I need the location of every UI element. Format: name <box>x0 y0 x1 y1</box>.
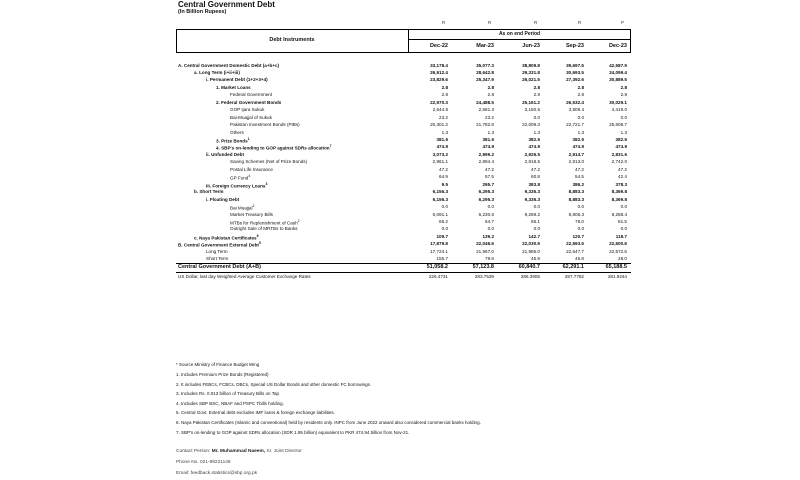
table-row <box>176 188 631 195</box>
row-label-text: a. Long Term (i+ii+iii) <box>194 69 240 75</box>
table-cell: 23,829.6 <box>430 77 448 83</box>
table-cell: 60.8 <box>531 174 540 180</box>
table-cell: 45.9 <box>531 256 540 262</box>
table-cell: 8,288.4 <box>611 211 627 217</box>
table-cell: 2,926.5 <box>524 151 540 157</box>
table-cell: 2,681.3 <box>478 107 494 113</box>
row-label <box>230 129 244 136</box>
row-label-text: Saving Schemes (Net of Prize Bonds) <box>230 159 308 165</box>
table-row <box>176 121 631 128</box>
row-label-text: Postal Life Insurance <box>230 166 273 172</box>
table-cell: 4,419.0 <box>611 107 627 113</box>
table-cell: 54.5 <box>575 174 584 180</box>
table-cell: 51,058.2 <box>426 264 448 271</box>
table-row <box>176 129 631 136</box>
table-cell: 28.0 <box>618 256 627 262</box>
table-row <box>176 151 631 158</box>
status-flag: R <box>442 20 446 25</box>
contact-name: Mr. Muhammad Naeem, <box>211 449 266 454</box>
row-label-text: i. Floating Debt <box>206 196 240 202</box>
footnote-ref: 4 <box>248 174 251 179</box>
table-cell: 8,883.3 <box>568 189 584 195</box>
row-label-text: Long Term <box>206 248 228 254</box>
row-label <box>194 69 240 76</box>
table-cell: 33,178.4 <box>430 62 448 68</box>
table-cell: 42.4 <box>618 174 627 180</box>
row-label-text: B. Central Government External Debt <box>178 242 259 248</box>
table-cell: 1.3 <box>533 129 540 135</box>
footnote: 4. Includes SBP BSC, NBAF and PSPC Tbills holding. <box>176 400 284 406</box>
table-cell: 2.8 <box>620 92 627 98</box>
contact-email[interactable]: Email: feedback.statistics@sbp.org.pk <box>176 471 258 476</box>
table-cell: 8,883.3 <box>568 196 584 202</box>
table-cell: 34,099.4 <box>609 69 627 75</box>
table-row <box>176 158 631 165</box>
table-cell: 118.7 <box>615 233 627 239</box>
row-label-text: 2. Federal Government Bonds <box>216 99 282 105</box>
table-cell: 26,532.4 <box>566 99 584 105</box>
status-flag: R <box>534 20 538 25</box>
footnote: 1. Includes Premium Prize Bonds (Registered) <box>176 372 269 377</box>
table-cell: 0.0 <box>441 204 448 210</box>
row-label <box>206 76 268 83</box>
footnote-ref: 5 <box>258 241 261 246</box>
table-cell: 283.7539 <box>474 274 494 280</box>
table-cell: 1.3 <box>487 129 494 135</box>
row-label-text: Bai-Muajjal of Sukuk <box>230 114 272 120</box>
table-cell: 38,809.8 <box>522 62 540 68</box>
row-label-text: US Dollar, last day Weighted Average Customer Exchange Rates <box>178 274 311 280</box>
column-header: Dec-23 <box>608 43 627 49</box>
table-cell: 142.7 <box>528 233 540 239</box>
table-cell: 26,021.5 <box>522 77 540 83</box>
row-label <box>216 99 281 106</box>
table-cell: 474.9 <box>482 144 494 150</box>
footnote: 6. Naya Pakistan Certificates (Islamic and conventional) held by residents only. INPC from June 2022 onward also considered commercial banks holding. <box>176 420 481 425</box>
table-cell: 155.7 <box>436 256 448 262</box>
table-cell: 2,961.1 <box>432 159 448 165</box>
table-cell: 2,644.6 <box>432 107 448 113</box>
table-cell: 17,724.1 <box>430 248 448 254</box>
table-row <box>176 196 631 203</box>
table-row <box>176 106 631 113</box>
table-cell: 6,295.3 <box>478 196 494 202</box>
table-cell: 23.2 <box>439 114 448 120</box>
table-cell: 0.0 <box>533 114 540 120</box>
table-cell: 22,970.3 <box>430 99 448 105</box>
table-row <box>176 143 631 150</box>
table-cell: 2,742.0 <box>611 159 627 165</box>
table-cell: 474.9 <box>572 144 584 150</box>
table-row <box>176 69 631 76</box>
table-cell: 57.5 <box>485 174 494 180</box>
row-label-text: Market Treasury Bills <box>230 211 273 217</box>
row-label-text: c. Naya Pakistan Certificates <box>194 235 257 241</box>
table-row <box>176 114 631 121</box>
row-label-text: Pakistan Investment Bonds (PIBs) <box>230 122 300 128</box>
table-cell: 3,150.6 <box>524 107 540 113</box>
table-row <box>176 136 631 143</box>
table-row <box>176 99 631 106</box>
footnote-ref: 7 <box>329 144 332 149</box>
table-cell: 378.3 <box>615 181 627 187</box>
row-label <box>230 114 272 121</box>
table-cell: 81.5 <box>618 218 627 224</box>
row-label <box>178 264 261 271</box>
table-cell: 2.8 <box>441 92 448 98</box>
footnote: 5. Central Govt. External debt excludes IMF loans & foreign exchange liabilities. <box>176 410 335 416</box>
table-cell: 25,347.9 <box>476 77 494 83</box>
table-cell: 6,091.1 <box>432 211 448 217</box>
table-row <box>176 218 631 225</box>
table-cell: 0.0 <box>577 226 584 232</box>
row-label <box>206 248 228 255</box>
table-cell: 474.9 <box>615 144 627 150</box>
table-cell: 383.8 <box>528 181 540 187</box>
table-cell: 39,697.5 <box>566 62 584 68</box>
table-row <box>176 255 631 262</box>
table-cell: 381.6 <box>482 137 494 142</box>
table-cell: 66.1 <box>531 218 540 224</box>
row-label <box>230 166 273 173</box>
footnote-ref: 1 <box>247 137 250 141</box>
table-cell: 47.2 <box>485 166 494 172</box>
table-row <box>176 233 631 240</box>
table-cell: 30,029.1 <box>609 99 627 105</box>
row-label-text: Short Term <box>206 256 229 262</box>
footnote: 3. Includes Rs. 0.013 billion of Treasury Bills on Tap <box>176 391 279 397</box>
row-label-text: 4. SBP's on-lending to GOP against SDRs allocation <box>216 145 330 151</box>
table-cell: 0.0 <box>533 226 540 232</box>
table-cell: 2.8 <box>577 92 584 98</box>
row-label-text: Central Government Debt (A+B) <box>178 264 261 271</box>
contact-phone: Phone No. 021-99221146 <box>176 460 231 465</box>
row-label-text: A. Central Government Domestic Debt (a+b+c) <box>178 62 280 68</box>
table-row <box>176 166 631 173</box>
row-label <box>230 121 300 128</box>
table-cell: 47.2 <box>439 166 448 172</box>
table-cell: 24,488.5 <box>476 99 494 105</box>
row-label-text: b. Short Term <box>194 189 224 195</box>
row-label-text: i. Permanent Debt (1+2+3+4) <box>206 77 268 83</box>
table-row <box>176 203 631 210</box>
table-cell: 382.5 <box>528 137 540 142</box>
row-label <box>206 255 228 262</box>
table-cell: 47.2 <box>618 166 627 172</box>
table-cell: 0.0 <box>533 204 540 210</box>
table-cell: 2,813.0 <box>568 159 584 165</box>
table-cell: 6,295.3 <box>478 189 494 195</box>
status-flag: P <box>621 20 625 25</box>
table-cell: 22,030.9 <box>522 241 540 247</box>
column-header: Dec-22 <box>429 43 448 49</box>
table-cell: 2.8 <box>487 92 494 98</box>
table-cell: 57,123.8 <box>472 264 494 271</box>
row-label-text: Others <box>230 129 244 135</box>
row-label <box>178 62 279 69</box>
column-header: Jun-23 <box>522 43 540 49</box>
table-cell: 109.7 <box>436 233 448 239</box>
table-cell: 60,840.7 <box>518 264 540 271</box>
table-cell: 45.8 <box>575 256 584 262</box>
footnote-ref: 2 <box>252 204 255 209</box>
table-cell: 64.7 <box>485 218 494 224</box>
footnote: 7. SBP's on-lending to GOP against SDRs allocation (SDR 1.95 billion) equivalent to PKR 474.94 billion from Nov-21. <box>176 429 410 435</box>
row-label <box>194 188 224 195</box>
table-cell: 8,805.3 <box>568 211 584 217</box>
row-label <box>230 158 307 165</box>
row-label-text: iii. Foreign Currency Loans <box>206 183 266 189</box>
table-cell: 35,077.3 <box>476 62 494 68</box>
status-flag: R <box>578 20 582 25</box>
row-label-text: Bai Muajjal <box>230 205 253 211</box>
table-cell: 47.2 <box>531 166 540 172</box>
table-cell: 2.8 <box>487 84 494 90</box>
table-cell: 21,967.0 <box>476 248 494 254</box>
table-cell: 0.0 <box>487 226 494 232</box>
table-cell: 21,782.8 <box>476 122 494 128</box>
table-cell: 29,331.8 <box>522 69 540 75</box>
table-cell: 65,188.5 <box>605 264 627 271</box>
table-cell: 25,161.2 <box>522 99 540 105</box>
column-header: Mar-23 <box>476 43 494 49</box>
contact-title: Sr. Joint Director <box>266 449 302 454</box>
table-cell: 30,889.5 <box>609 77 627 83</box>
footnote-ref: 2 <box>297 218 300 223</box>
table-row <box>176 84 631 91</box>
table-cell: 62,291.1 <box>562 264 584 271</box>
table-row <box>176 248 631 255</box>
table-cell: 139.2 <box>482 233 494 239</box>
table-cell: 8,369.8 <box>611 189 627 195</box>
row-label-text: Federal Government <box>230 92 273 98</box>
table-cell: 22,721.7 <box>566 122 584 128</box>
table-cell: 0.0 <box>441 226 448 232</box>
table-cell: 2.8 <box>620 84 627 90</box>
table-cell: 22,593.5 <box>566 241 584 247</box>
table-cell: 17,879.8 <box>430 241 448 247</box>
table-row <box>176 240 631 247</box>
table-cell: 3,073.2 <box>432 151 448 157</box>
table-cell: 2,999.2 <box>478 151 494 157</box>
footnote: 2. It includes FEBCs, FCBCs, DBCs, Special US Dollar Bonds and other domestic FC borrowings. <box>176 381 372 387</box>
table-cell: 9.5 <box>441 181 448 187</box>
table-cell: 1.3 <box>577 129 584 135</box>
page-title: Central Government Debt <box>178 0 275 9</box>
table-cell: 295.7 <box>482 181 494 187</box>
row-label-text: MTBs for Replenishment of Cash <box>230 220 298 226</box>
table-cell: 30,693.5 <box>566 69 584 75</box>
table-cell: 381.6 <box>436 137 448 142</box>
table-cell: 79.6 <box>485 256 494 262</box>
table-cell: 22,046.6 <box>476 241 494 247</box>
table-cell: 2.8 <box>577 84 584 90</box>
table-cell: 22,600.6 <box>609 241 627 247</box>
table-cell: 1.3 <box>441 129 448 135</box>
table-row <box>176 264 631 271</box>
header-debt-instruments: Debt Instruments <box>269 37 315 43</box>
table-cell: 2.8 <box>533 92 540 98</box>
table-cell: 28,642.8 <box>476 69 494 75</box>
table-row <box>176 211 631 218</box>
table-cell: 6,156.3 <box>432 196 448 202</box>
table-row <box>176 273 631 280</box>
contact-person <box>176 449 302 454</box>
table-cell: 8,369.8 <box>611 196 627 202</box>
row-label <box>206 151 244 158</box>
table-row <box>176 91 631 98</box>
table-cell: 474.9 <box>528 144 540 150</box>
row-label <box>230 91 272 98</box>
table-cell: 22,547.7 <box>566 248 584 254</box>
table-cell: 3,809.4 <box>568 107 584 113</box>
column-header: Sep-23 <box>565 43 584 49</box>
status-flag: R <box>488 20 492 25</box>
table-cell: 382.5 <box>572 137 584 142</box>
table-cell: 120.7 <box>572 233 584 239</box>
table-cell: 64.9 <box>439 174 448 180</box>
header-divider <box>408 39 631 40</box>
table-cell: 474.9 <box>436 144 448 150</box>
header-period-caption: As on end Period <box>498 31 541 37</box>
table-cell: 0.0 <box>577 204 584 210</box>
table-row <box>176 76 631 83</box>
table-cell: 47.2 <box>575 166 584 172</box>
table-row <box>176 225 631 232</box>
row-label <box>216 84 251 91</box>
table-row <box>176 62 631 69</box>
table-cell: 78.0 <box>575 218 584 224</box>
table-cell: 27,392.6 <box>566 77 584 83</box>
table-cell: 21,985.0 <box>522 248 540 254</box>
row-label-text: 3. Prize Bonds <box>216 138 248 144</box>
row-label-text: GOP Ijara Sukuk <box>230 107 265 113</box>
table-cell: 23.2 <box>485 114 494 120</box>
row-label-text: Outright Sale of MRTBs to Banks <box>230 226 298 232</box>
table-cell: 286.3905 <box>520 274 540 280</box>
row-label-text: ii. Unfunded Debt <box>206 151 245 157</box>
table-cell: 9,335.3 <box>524 189 540 195</box>
table-row <box>176 173 631 180</box>
row-label <box>230 211 273 218</box>
row-label <box>230 106 264 113</box>
row-label-text: 1. Market Loans <box>216 84 251 90</box>
table-cell: 2.8 <box>441 84 448 90</box>
table-cell: 0.0 <box>620 226 627 232</box>
table-cell: 2,914.7 <box>568 151 584 157</box>
table-cell: 2,831.6 <box>611 151 627 157</box>
table-cell: 0.0 <box>487 204 494 210</box>
table-cell: 382.6 <box>615 137 627 142</box>
unit-caption: (In Billion Rupees) <box>178 9 227 15</box>
table-cell: 65.2 <box>439 218 448 224</box>
row-label-text: GP Fund <box>230 175 249 181</box>
table-cell: 6,230.6 <box>478 211 494 217</box>
table-cell: 6,156.3 <box>432 189 448 195</box>
table-row <box>176 181 631 188</box>
table-cell: 22,009.3 <box>522 122 540 128</box>
table-cell: 0.0 <box>577 114 584 120</box>
table-cell: 2,818.5 <box>524 159 540 165</box>
table-cell: 0.0 <box>620 204 627 210</box>
table-cell: 2,894.4 <box>478 159 494 165</box>
table-cell: 281.9244 <box>607 274 627 280</box>
row-label <box>206 196 239 203</box>
table-cell: 1.3 <box>620 129 627 135</box>
contact-label: Contact Person: <box>176 449 211 454</box>
table-cell: 9,269.2 <box>524 211 540 217</box>
footnote: * Source Ministry of Finance Budget Wing <box>176 362 260 367</box>
table-cell: 22,572.6 <box>609 248 627 254</box>
table-cell: 0.0 <box>620 114 627 120</box>
table-cell: 25,608.7 <box>609 122 627 128</box>
row-label <box>178 273 311 280</box>
table-cell: 2.8 <box>533 84 540 90</box>
table-cell: 226.4731 <box>428 274 448 280</box>
table-cell: 9,335.3 <box>524 196 540 202</box>
table-cell: 287.7782 <box>564 274 584 280</box>
table-cell: 386.2 <box>572 181 584 187</box>
footnote-ref: 6 <box>256 233 259 238</box>
table-cell: 20,301.2 <box>430 122 448 128</box>
table-cell: 42,587.9 <box>609 62 627 68</box>
footnote-ref: 3 <box>265 181 268 186</box>
table-cell: 26,912.4 <box>430 69 448 75</box>
row-label <box>230 225 298 232</box>
